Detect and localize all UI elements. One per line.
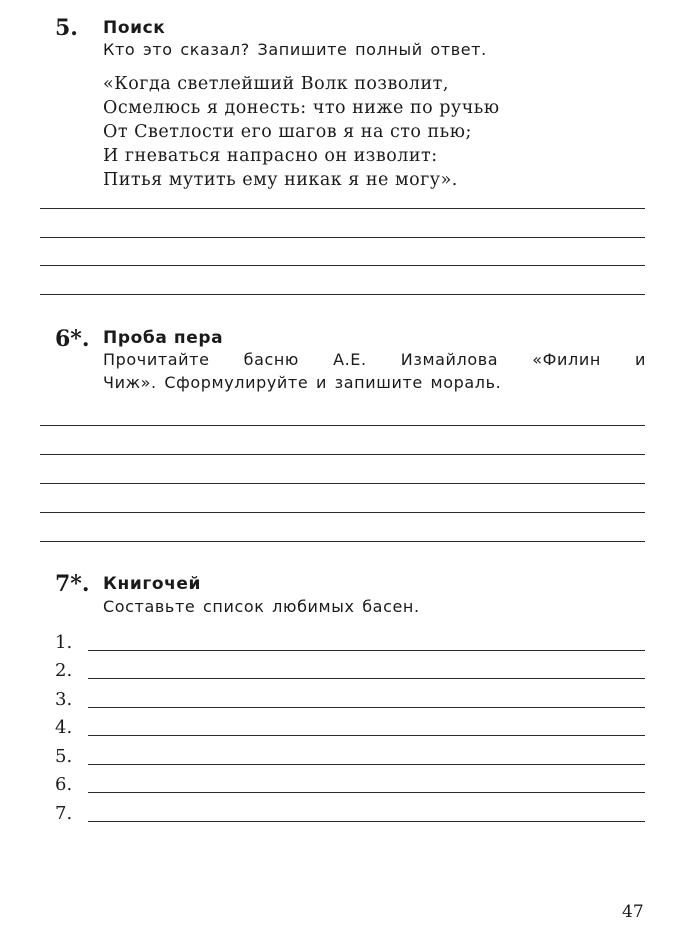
task-5-number: 5. <box>55 15 78 41</box>
verse-line: И гневаться напрасно он изволит: <box>103 146 438 166</box>
answer-line[interactable] <box>40 265 645 266</box>
answer-line[interactable] <box>40 454 645 455</box>
answer-line[interactable] <box>40 483 645 484</box>
verse-line: Питья мутить ему никак я не могу». <box>103 170 458 190</box>
verse-line: «Когда светлейший Волк позволит, <box>103 74 449 94</box>
task-7-instruction: Составьте список любимых басен. <box>103 597 420 616</box>
task-7-title: Книгочей <box>103 574 202 594</box>
task-6-number: 6*. <box>55 326 90 352</box>
answer-line[interactable] <box>40 294 645 295</box>
answer-line[interactable] <box>40 237 645 238</box>
list-item-number: 3. <box>55 689 73 710</box>
list-item-number: 6. <box>55 774 73 795</box>
task-6-title: Проба пера <box>103 328 224 348</box>
task-7-number: 7*. <box>55 571 90 597</box>
list-answer-line[interactable] <box>88 735 645 736</box>
list-answer-line[interactable] <box>88 764 645 765</box>
list-answer-line[interactable] <box>88 792 645 793</box>
list-answer-line[interactable] <box>88 707 645 708</box>
verse-line: Осмелюсь я донесть: что ниже по ручью <box>103 98 500 118</box>
task-5-verse <box>103 72 500 192</box>
list-item-number: 2. <box>55 660 73 681</box>
list-answer-line[interactable] <box>88 821 645 822</box>
list-answer-line[interactable] <box>88 650 645 651</box>
task-6-instruction-line-2: Чиж». Сформулируйте и запишите мораль. <box>103 373 502 392</box>
list-item-number: 5. <box>55 746 73 767</box>
answer-line[interactable] <box>40 208 645 209</box>
list-item-number: 1. <box>55 632 73 653</box>
list-answer-line[interactable] <box>88 678 645 679</box>
task-6-instruction-line-1: Прочитайте басню А.Е. Измайлова «Филин и <box>103 350 646 369</box>
task-5-title: Поиск <box>103 18 166 38</box>
verse-line: От Светлости его шагов я на сто пью; <box>103 122 472 142</box>
answer-line[interactable] <box>40 512 645 513</box>
task-5-instruction: Кто это сказал? Запишите полный ответ. <box>103 40 487 59</box>
answer-line[interactable] <box>40 541 645 542</box>
answer-line[interactable] <box>40 425 645 426</box>
page-number: 47 <box>622 902 644 922</box>
list-item-number: 7. <box>55 803 73 824</box>
list-item-number: 4. <box>55 717 73 738</box>
